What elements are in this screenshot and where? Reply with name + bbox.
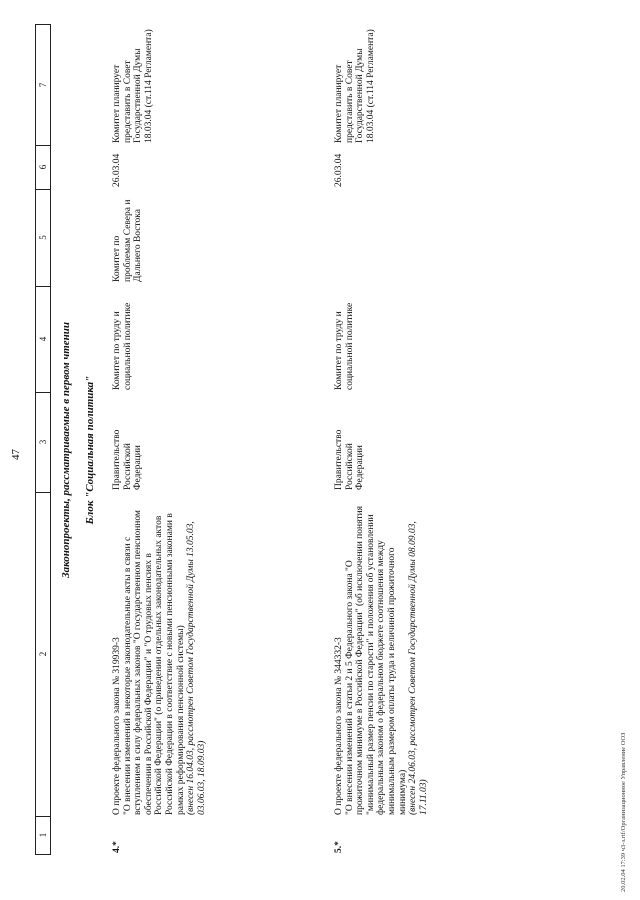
remark: Комитет планирует представить в Совет Государственной Думы 18.03.04 (ст.114 Регламента) [112,29,154,143]
column-number-7: 7 [35,24,51,146]
bill-description [334,505,429,815]
column-number-3: 3 [35,392,51,493]
bill-title-line: О проекте федерального закона № 319939-3 [112,637,122,815]
bill-body: "О внесении изменений в некоторые законодательные акты в связи с вступлением в силу федеральных законов "О государственном пенсионном обеспечении в Российской Федерации" и "О трудовых пенсиях в Российской Федерации" (о приведении отдельных законодательных актов Российской Федерации в соответствие с новыми пенсионными законами в рамках реформирования пенсионной системы) [122,510,186,815]
bill-title-line: О проекте федерального закона № 344332-3 [334,637,344,815]
date: 26.03.04 [334,153,344,187]
initiator: Правительство Российской Федерации [334,429,366,490]
bill-note: (внесен 24.06.03, рассмотрен Советом Государственной Думы 08.09.03, 17.11.03) [408,521,429,815]
block-title: Блок "Социальная политика" [84,375,96,525]
co-committee: Комитет по проблемам Севера и Дальнего Востока [112,199,144,282]
responsible-committee: Комитет по труду и социальной политике [112,302,133,390]
footer-file-note: 20.02.04 17:39 ч3-з.rtf/Организационное Управление ООЗ [620,732,627,892]
column-number-4: 4 [35,286,51,393]
bill-note: (внесен 16.04.03, рассмотрен Советом Государственной Думы 13.05.03, 03.06.03, 18.09.03) [186,521,207,815]
column-number-6: 6 [35,145,51,190]
column-number-5: 5 [35,189,51,287]
column-number-1: 1 [35,816,51,855]
responsible-committee: Комитет по труду и социальной политике [334,302,355,390]
column-number-2: 2 [35,492,51,817]
column-header-row [35,25,51,855]
section-title: Законопроекты, рассматриваемые в первом чтении [60,322,72,578]
bill-description [112,505,207,815]
initiator: Правительство Российской Федерации [112,429,144,490]
date: 26.03.04 [112,153,122,187]
row-number: 5.* [334,841,344,853]
bill-body: "О внесении изменений в статьи 2 и 5 Федерального закона "О прожиточном минимуме в Российской Федерации" (об исключении понятия "минимальный размер пенсии по старости" и положения об установлении федеральным законом о федеральном бюджете соотношения между минимальным размером оплаты труда и величиной прожиточного минимума) [344,505,408,815]
row-number: 4.* [112,841,122,853]
remark: Комитет планирует представить в Совет Государственной Думы 18.03.04 (ст.114 Регламента) [334,29,376,143]
page-number: 47 [10,449,22,460]
